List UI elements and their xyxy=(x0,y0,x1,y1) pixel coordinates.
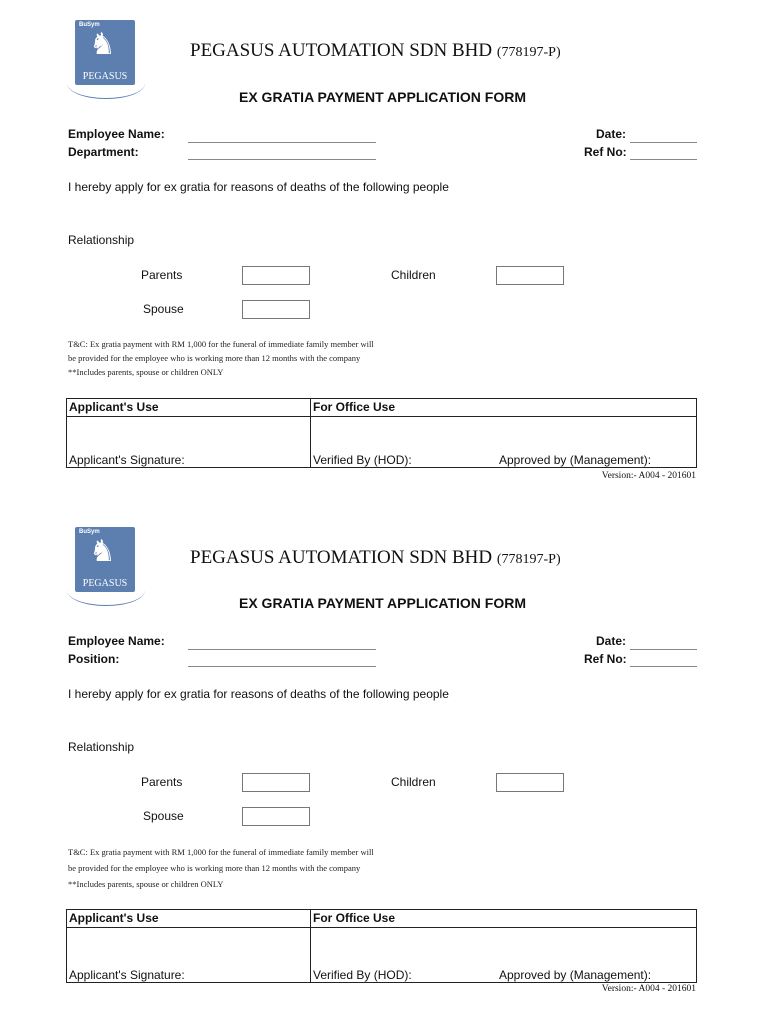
employee-name-field[interactable] xyxy=(188,649,376,650)
company-logo: BuSym ♞ PEGASUS xyxy=(75,527,135,592)
applicant-signature-field[interactable]: Applicant's Signature: xyxy=(69,453,185,467)
applicant-use-header: Applicant's Use xyxy=(69,911,159,925)
ref-no-field[interactable] xyxy=(630,666,697,667)
children-checkbox[interactable] xyxy=(496,773,564,792)
spouse-checkbox[interactable] xyxy=(242,807,310,826)
approval-table xyxy=(66,909,697,983)
version-label: Version:- A004 - 201601 xyxy=(601,984,696,994)
spouse-checkbox[interactable] xyxy=(242,300,310,319)
intro-text: I hereby apply for ex gratia for reasons of deaths of the following people xyxy=(68,687,449,701)
children-label: Children xyxy=(391,268,436,282)
relationship-heading: Relationship xyxy=(68,740,135,754)
version-label: Version:- A004 - 201601 xyxy=(601,471,696,481)
employee-name-label: Employee Name: xyxy=(68,634,165,648)
ref-no-field[interactable] xyxy=(630,159,697,160)
verified-by-field[interactable]: Verified By (HOD): xyxy=(313,453,412,467)
parents-label: Parents xyxy=(141,775,183,789)
form-copy-2 xyxy=(0,507,770,1012)
spouse-label: Spouse xyxy=(143,809,184,823)
pegasus-icon: ♞ xyxy=(89,28,116,61)
office-use-header: For Office Use xyxy=(313,911,396,925)
date-label: Date: xyxy=(596,127,627,141)
form-copy-1 xyxy=(0,0,770,505)
employee-name-label: Employee Name: xyxy=(68,127,165,141)
company-name: PEGASUS AUTOMATION SDN BHD (778197-P) xyxy=(190,40,561,61)
applicant-use-header: Applicant's Use xyxy=(69,400,159,414)
company-name: PEGASUS AUTOMATION SDN BHD (778197-P) xyxy=(190,547,561,568)
approved-by-field[interactable]: Approved by (Management): xyxy=(499,453,652,467)
position-field[interactable] xyxy=(188,666,376,667)
department-field[interactable] xyxy=(188,159,376,160)
employee-name-field[interactable] xyxy=(188,142,376,143)
parents-checkbox[interactable] xyxy=(242,773,310,792)
date-field[interactable] xyxy=(630,142,697,143)
applicant-signature-field[interactable]: Applicant's Signature: xyxy=(69,968,185,982)
intro-text: I hereby apply for ex gratia for reasons of deaths of the following people xyxy=(68,180,449,194)
ref-no-label: Ref No: xyxy=(584,652,627,666)
date-label: Date: xyxy=(596,634,627,648)
company-logo: BuSym ♞ PEGASUS xyxy=(75,20,135,85)
ref-no-label: Ref No: xyxy=(584,145,627,159)
pegasus-icon: ♞ xyxy=(89,535,116,568)
spouse-label: Spouse xyxy=(143,302,184,316)
parents-label: Parents xyxy=(141,268,183,282)
relationship-heading: Relationship xyxy=(68,233,135,247)
form-title: EX GRATIA PAYMENT APPLICATION FORM xyxy=(238,89,526,105)
office-use-header: For Office Use xyxy=(313,400,396,414)
terms-and-conditions: T&C: Ex gratia payment with RM 1,000 for the funeral of immediate family member will be provided for the employee who is working more than 12 months with the company **Includes parents, spouse or children ONLY xyxy=(68,847,374,889)
approved-by-field[interactable]: Approved by (Management): xyxy=(499,968,652,982)
approval-table xyxy=(66,398,697,468)
form-title: EX GRATIA PAYMENT APPLICATION FORM xyxy=(238,595,526,611)
position-label: Position: xyxy=(68,652,120,666)
date-field[interactable] xyxy=(630,649,697,650)
parents-checkbox[interactable] xyxy=(242,266,310,285)
children-label: Children xyxy=(391,775,436,789)
verified-by-field[interactable]: Verified By (HOD): xyxy=(313,968,412,982)
children-checkbox[interactable] xyxy=(496,266,564,285)
department-label: Department: xyxy=(68,145,139,159)
terms-and-conditions: T&C: Ex gratia payment with RM 1,000 for the funeral of immediate family member will be provided for the employee who is working more than 12 months with the company **Includes parents, spouse or children ONLY xyxy=(68,339,374,377)
